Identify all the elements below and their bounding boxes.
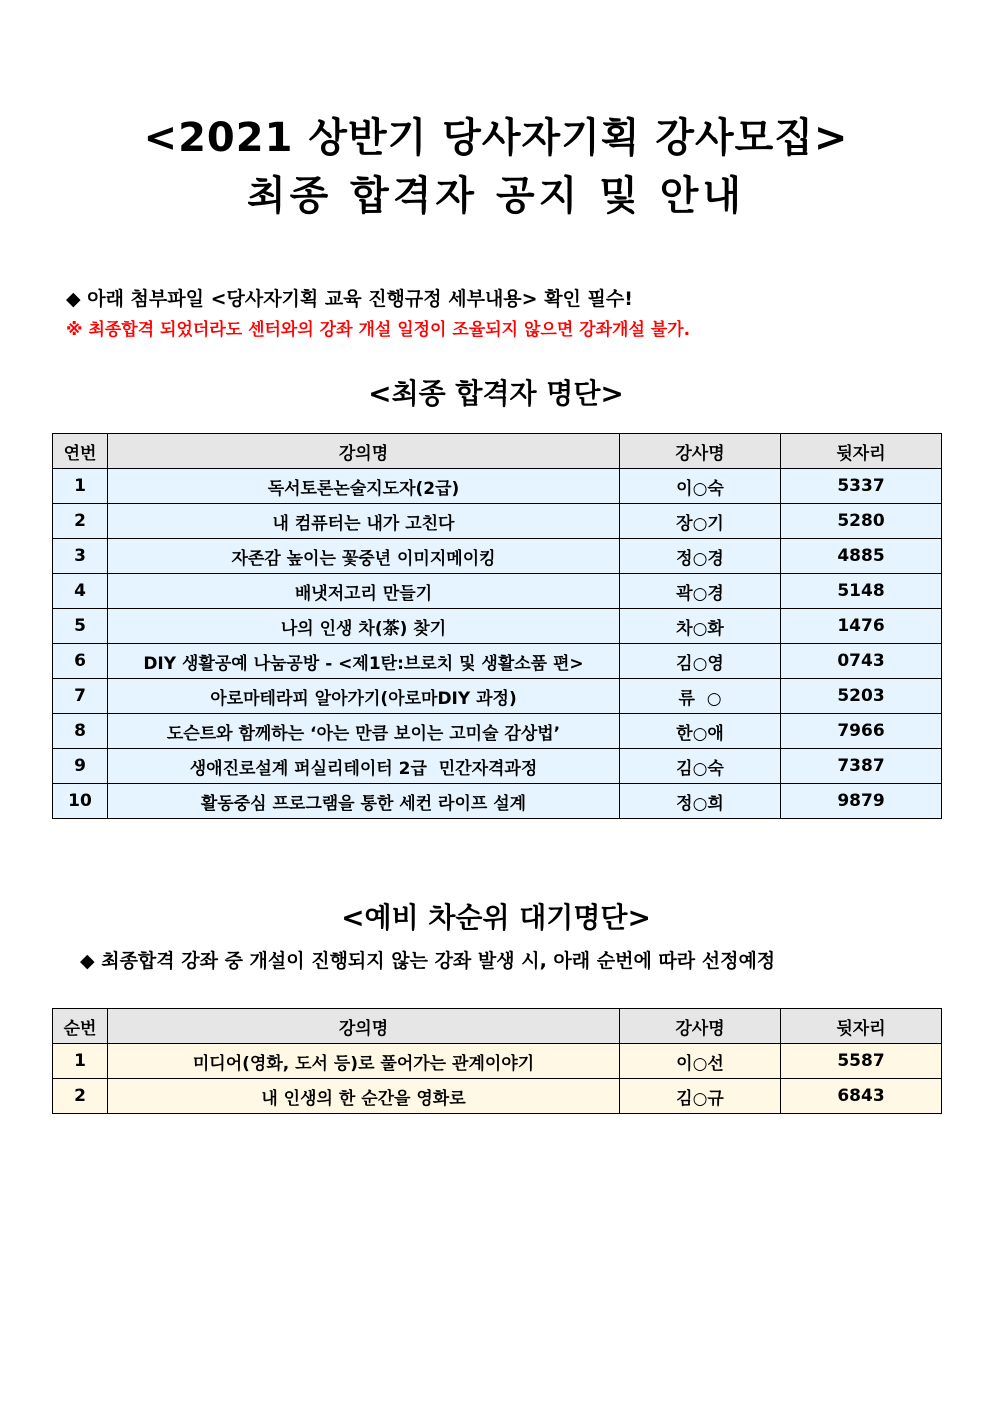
table-header-row	[53, 434, 942, 469]
table-row	[53, 609, 942, 644]
cell-number: 7	[53, 679, 108, 714]
column-header-instructor: 강사명	[620, 1009, 781, 1044]
column-header-course: 강의명	[108, 1009, 620, 1044]
cell-course: 아로마테라피 알아가기(아로마DIY 과정)	[108, 679, 620, 714]
cell-course: DIY 생활공예 나눔공방 - <제1탄:브로치 및 생활소품 편>	[108, 644, 620, 679]
cell-last-digits: 5203	[781, 679, 942, 714]
cell-last-digits: 7387	[781, 749, 942, 784]
cell-number: 6	[53, 644, 108, 679]
table-row	[53, 644, 942, 679]
final-list-table	[52, 433, 942, 819]
cell-last-digits: 0743	[781, 644, 942, 679]
cell-last-digits: 5337	[781, 469, 942, 504]
cell-course: 생애진로설계 퍼실리테이터 2급 민간자격과정	[108, 749, 620, 784]
cell-last-digits: 7966	[781, 714, 942, 749]
cell-course: 독서토론논술지도자(2급)	[108, 469, 620, 504]
cell-course: 배냇저고리 만들기	[108, 574, 620, 609]
cell-order: 1	[53, 1044, 108, 1079]
warning-notice: ※ 최종합격 되었더라도 센터와의 강좌 개설 일정이 조율되지 않으면 강좌개설 불가.	[66, 320, 691, 340]
table-row	[53, 574, 942, 609]
cell-last-digits: 5148	[781, 574, 942, 609]
cell-order: 2	[53, 1079, 108, 1114]
table-row	[53, 1079, 942, 1114]
column-header-course: 강의명	[108, 434, 620, 469]
cell-number: 4	[53, 574, 108, 609]
cell-last-digits: 4885	[781, 539, 942, 574]
column-header-last-digits: 뒷자리	[781, 434, 942, 469]
cell-instructor: 김○숙	[620, 749, 781, 784]
cell-instructor: 김○영	[620, 644, 781, 679]
cell-instructor: 정○경	[620, 539, 781, 574]
cell-instructor: 김○규	[620, 1079, 781, 1114]
final-list-title: <최종 합격자 명단>	[368, 377, 624, 410]
cell-last-digits: 5587	[781, 1044, 942, 1079]
table-row	[53, 469, 942, 504]
table-row	[53, 1044, 942, 1079]
column-header-order: 순번	[53, 1009, 108, 1044]
cell-instructor: 정○희	[620, 784, 781, 819]
column-header-instructor: 강사명	[620, 434, 781, 469]
table-row	[53, 679, 942, 714]
cell-course: 나의 인생 차(茶) 찾기	[108, 609, 620, 644]
cell-number: 1	[53, 469, 108, 504]
waiting-list-title: <예비 차순위 대기명단>	[341, 901, 651, 934]
cell-number: 8	[53, 714, 108, 749]
table-row	[53, 714, 942, 749]
cell-course: 활동중심 프로그램을 통한 세컨 라이프 설계	[108, 784, 620, 819]
cell-number: 9	[53, 749, 108, 784]
table-row	[53, 504, 942, 539]
cell-instructor: 한○애	[620, 714, 781, 749]
document-title-line1: <2021 상반기 당사자기획 강사모집>	[143, 115, 849, 161]
table-row	[53, 784, 942, 819]
cell-number: 10	[53, 784, 108, 819]
waiting-list-notice: ◆ 최종합격 강좌 중 개설이 진행되지 않는 강좌 발생 시, 아래 순번에 따라 선정예정	[80, 950, 776, 972]
cell-course: 내 인생의 한 순간을 영화로	[108, 1079, 620, 1114]
table-header-row	[53, 1009, 942, 1044]
document-title-line2: 최종 합격자 공지 및 안내	[246, 173, 746, 219]
cell-instructor: 곽○경	[620, 574, 781, 609]
cell-last-digits: 1476	[781, 609, 942, 644]
cell-instructor: 장○기	[620, 504, 781, 539]
cell-instructor: 이○숙	[620, 469, 781, 504]
cell-course: 미디어(영화, 도서 등)로 풀어가는 관계이야기	[108, 1044, 620, 1079]
attachment-notice: ◆ 아래 첨부파일 <당사자기획 교육 진행규정 세부내용> 확인 필수!	[66, 288, 633, 310]
cell-last-digits: 9879	[781, 784, 942, 819]
cell-number: 3	[53, 539, 108, 574]
cell-instructor: 차○화	[620, 609, 781, 644]
waiting-list-table	[52, 1008, 942, 1114]
cell-last-digits: 6843	[781, 1079, 942, 1114]
cell-instructor: 류 ○	[620, 679, 781, 714]
column-header-last-digits: 뒷자리	[781, 1009, 942, 1044]
table-row	[53, 749, 942, 784]
cell-instructor: 이○선	[620, 1044, 781, 1079]
cell-course: 자존감 높이는 꽃중년 이미지메이킹	[108, 539, 620, 574]
cell-course: 도슨트와 함께하는 ‘아는 만큼 보이는 고미술 감상법’	[108, 714, 620, 749]
cell-number: 5	[53, 609, 108, 644]
table-row	[53, 539, 942, 574]
cell-number: 2	[53, 504, 108, 539]
cell-course: 내 컴퓨터는 내가 고친다	[108, 504, 620, 539]
cell-last-digits: 5280	[781, 504, 942, 539]
column-header-number: 연번	[53, 434, 108, 469]
